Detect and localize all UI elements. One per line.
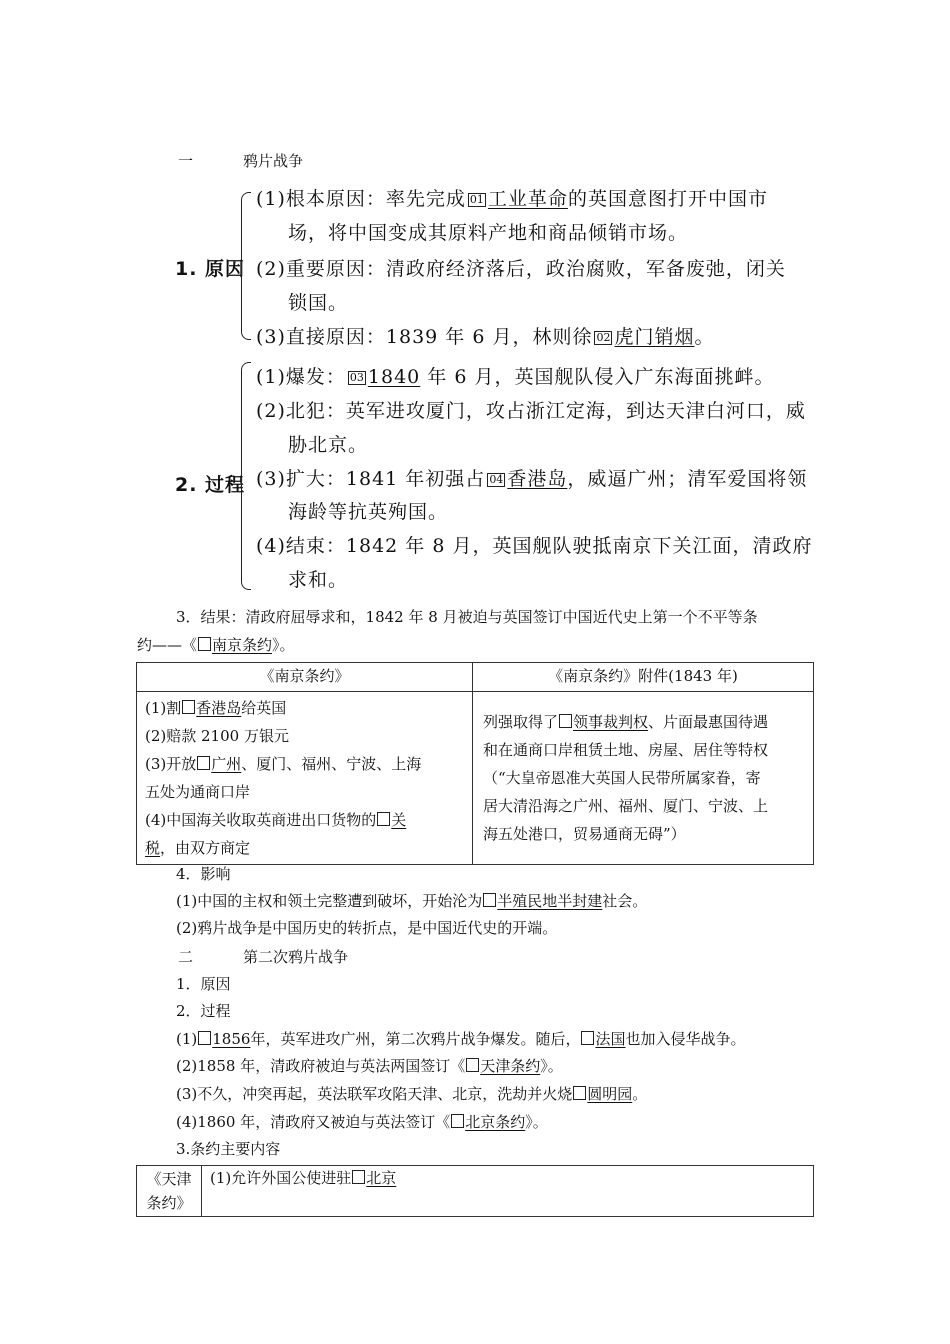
treaty-term: 税，由双方商定 xyxy=(145,839,251,857)
section-number: 一 xyxy=(178,152,194,170)
section2-process-2: (2)1858 年，清政府被迫与英法两国签订《 天津条约》。 xyxy=(176,1057,563,1075)
process-item-2: (2)北犯：英军进攻厦门，攻占浙江定海，到达天津白河口，威 xyxy=(256,400,806,422)
section2-process-3: (3)不久，冲突再起，英法联军攻陷天津、北京，洗劫并火烧 圆明园。 xyxy=(176,1085,648,1103)
process-item-4-cont: 求和。 xyxy=(288,569,349,591)
section2-title: 第二次鸦片战争 xyxy=(243,948,349,966)
result-line-2: 约——《 南京条约》。 xyxy=(137,636,295,654)
process-item-3-cont: 海龄等抗英殉国。 xyxy=(288,501,449,523)
cause-item-2: (2)重要原因：清政府经济落后，政治腐败，军备废弛，闭关 xyxy=(256,258,786,280)
section2-process: 2．过程 xyxy=(176,1002,231,1020)
impact-item-1: (1)中国的主权和领土完整遭到破坏，开始沦为 半殖民地半封建社会。 xyxy=(176,892,648,910)
tianjin-treaty-table xyxy=(136,1165,814,1217)
process-brace xyxy=(241,362,251,590)
appendix-line: （“大皇帝恩准大英国人民带所属家眷，寄 xyxy=(483,769,761,787)
appendix-cell xyxy=(473,692,814,865)
cause-item-2-cont: 锁国。 xyxy=(288,292,349,314)
appendix-line: 列强取得了 领事裁判权、片面最惠国待遇 xyxy=(483,713,769,731)
appendix-line: 海五处港口，贸易通商无碍”） xyxy=(483,825,686,843)
appendix-line: 居大清沿海之广州、福州、厦门、宁波、上 xyxy=(483,797,769,815)
process-item-1: (1)爆发： 03 1840 年 6 月，英国舰队侵入广东海面挑衅。 xyxy=(256,366,775,388)
process-item-4: (4)结束：1842 年 8 月，英国舰队驶抵南京下关江面，清政府 xyxy=(256,535,813,557)
treaty-term: (1)割 香港岛给英国 xyxy=(145,699,287,717)
appendix-line: 和在通商口岸租赁土地、房屋、居住等特权 xyxy=(483,741,769,759)
cause-item-1-cont: 场，将中国变成其原料产地和商品倾销市场。 xyxy=(288,222,689,244)
treaty-term: (3)开放 广州、厦门、福州、宁波、上海 xyxy=(145,755,422,773)
impact-item-2: (2)鸦片战争是中国历史的转折点，是中国近代史的开端。 xyxy=(176,919,558,937)
process-item-2-cont: 胁北京。 xyxy=(288,434,369,456)
nanjing-treaty-table xyxy=(136,662,814,865)
section2-process-4: (4)1860 年，清政府又被迫与英法签订《 北京条约》。 xyxy=(176,1113,548,1131)
section-title: 鸦片战争 xyxy=(243,152,304,170)
table-header-1: 《南京条约》 xyxy=(137,663,473,692)
cause-item-1: (1)根本原因：率先完成 01 工业革命的英国意图打开中国市 xyxy=(256,188,768,210)
table-header-2: 《南京条约》附件(1843 年) xyxy=(473,663,814,692)
treaty-content-cell: (1)允许外国公使进驻 北京 xyxy=(202,1166,814,1217)
section2-number: 二 xyxy=(178,948,194,966)
impact-title: 4．影响 xyxy=(176,865,231,883)
treaty-term: (2)赔款 2100 万银元 xyxy=(145,727,289,745)
section2-cause: 1．原因 xyxy=(176,975,231,993)
cause-label: 1. 原因 xyxy=(175,258,246,280)
treaty-terms-cell xyxy=(137,692,473,865)
treaty-term: (4)中国海关收取英商进出口货物的 关 xyxy=(145,811,407,829)
process-item-3: (3)扩大：1841 年初强占 04 香港岛，威逼广州；清军爱国将领 xyxy=(256,468,808,490)
section2-process-1: (1) 1856年，英军进攻广州，第二次鸦片战争爆发。随后， 法国也加入侵华战争。 xyxy=(176,1030,746,1048)
blank-box xyxy=(198,637,211,651)
treaty-name-cell: 《天津 条约》 xyxy=(137,1166,202,1217)
treaty-content-title: 3.条约主要内容 xyxy=(176,1140,281,1158)
cause-brace xyxy=(241,192,251,340)
result-line-1: 3．结果：清政府屈辱求和，1842 年 8 月被迫与英国签订中国近代史上第一个不平等条 xyxy=(176,608,758,626)
process-label: 2. 过程 xyxy=(175,474,246,496)
treaty-term: 五处为通商口岸 xyxy=(145,783,251,801)
cause-item-3: (3)直接原因：1839 年 6 月，林则徐 02 虎门销烟。 xyxy=(256,326,715,348)
